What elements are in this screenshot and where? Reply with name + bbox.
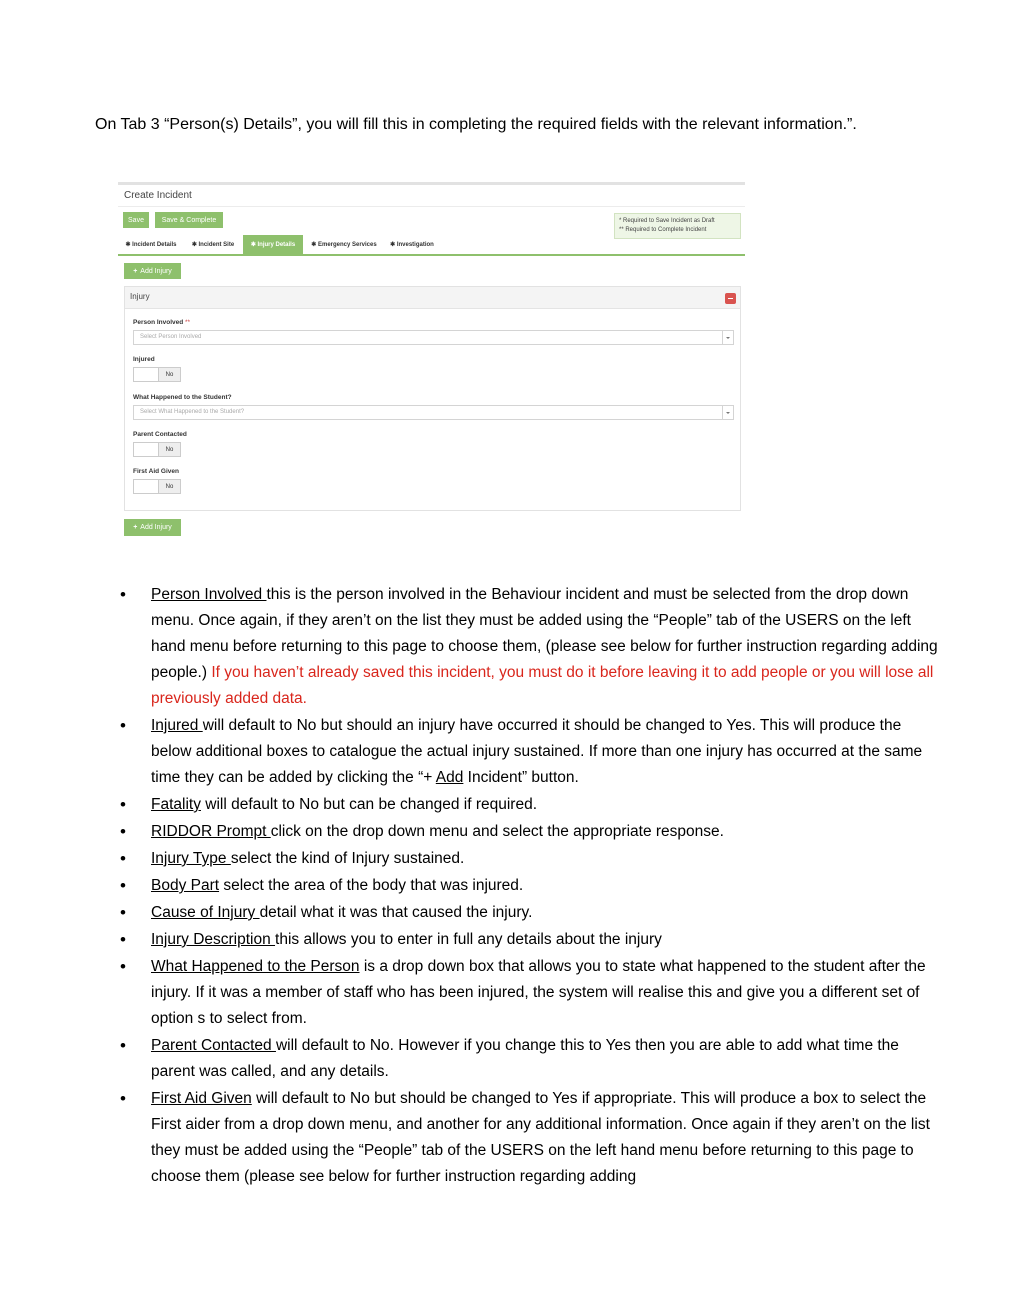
- toggle-knob: [134, 480, 159, 493]
- instructions-list: [120, 582, 940, 1191]
- tab-incident-site[interactable]: ✱ Incident Site: [191, 242, 235, 248]
- term-first-aid: First Aid Given: [151, 1090, 252, 1107]
- injured-value: No: [159, 368, 180, 381]
- list-item: [120, 927, 940, 953]
- term-riddor: RIDDOR Prompt: [151, 823, 271, 840]
- injury-panel-header: [125, 287, 740, 309]
- what-happened-placeholder: Select What Happened to the Student?: [140, 409, 245, 415]
- list-item: [120, 792, 940, 818]
- parent-contacted-label: Parent Contacted: [133, 431, 187, 438]
- desc-riddor: click on the drop down menu and select the appropriate response.: [270, 823, 724, 840]
- add-word: Add: [435, 769, 464, 786]
- warning-text: If you haven’t already saved this incident, you must do it before leaving it to add people or you will lose all previously added data.: [151, 664, 934, 707]
- term-cause: Cause of Injury: [151, 904, 260, 921]
- create-incident-screenshot: [118, 182, 745, 540]
- parent-contacted-value: No: [159, 443, 180, 456]
- tab-incident-details[interactable]: ✱ Incident Details: [125, 242, 177, 248]
- first-aid-value: No: [159, 480, 180, 493]
- term-body-part: Body Part: [151, 877, 220, 894]
- add-injury-button-top[interactable]: [124, 263, 181, 279]
- heading-divider: [118, 206, 745, 207]
- desc-injured-a: will default to No but should an injury have occurred it should be changed to Yes. This will produce the below additional boxes to catalogue the actual injury sustained. If more than one injury has occurred at the same time they can be added by clicking the “+: [151, 717, 923, 786]
- screenshot-heading: Create Incident: [124, 190, 192, 201]
- add-injury-label: Add Injury: [140, 524, 172, 531]
- term-injury-type: Injury Type: [151, 850, 231, 867]
- chevron-down-icon: [722, 406, 733, 419]
- save-button[interactable]: Save: [123, 212, 149, 228]
- desc-what-happened: is a drop down box that allows you to state what happened to the student after the injury. If it was a member of staff who has been injured, the system will realise this and give you a different set of option s to select from.: [151, 958, 926, 1027]
- legend-complete: ** Required to Complete Incident: [619, 227, 707, 233]
- person-involved-select[interactable]: [133, 330, 734, 345]
- tab-emergency-services[interactable]: ✱ Emergency Services: [311, 242, 377, 248]
- first-aid-label: First Aid Given: [133, 468, 179, 475]
- desc-cause: detail what it was that caused the injury.: [259, 904, 533, 921]
- toggle-knob: [134, 443, 159, 456]
- desc-fatality: will default to No but can be changed if required.: [200, 796, 538, 813]
- add-injury-label: Add Injury: [140, 267, 172, 275]
- first-aid-toggle[interactable]: [133, 479, 181, 494]
- person-involved-placeholder: Select Person Involved: [140, 334, 202, 340]
- list-item: [120, 1033, 940, 1085]
- desc-first-aid: will default to No but should be changed to Yes if appropriate. This will produce a box to select the First aider from a drop down menu, and another for any additional information. Once again if they aren’t on the list they must be added using the “People” tab of the USERS on the left hand menu before returning to this page to choose them (please see below for further instruction regarding adding: [151, 1090, 930, 1185]
- term-parent-contacted: Parent Contacted: [151, 1037, 276, 1054]
- list-item: [120, 900, 940, 926]
- desc-body-part: select the area of the body that was injured.: [219, 877, 524, 894]
- desc-person-involved: this is the person involved in the Behaviour incident and must be selected from the drop down menu. Once again, if they aren’t on the list they must be added using the “People” tab of the USERS on the left hand menu before returning to this page to choose them, (please see below for further instruction regarding adding people.): [151, 586, 938, 681]
- injured-label: Injured: [133, 356, 155, 363]
- toggle-knob: [134, 368, 159, 381]
- tab-injury-details[interactable]: ✱ Injury Details: [243, 235, 303, 254]
- required-marker: **: [185, 319, 191, 326]
- desc-injured-b: Incident” button.: [463, 769, 579, 786]
- term-person-involved: Person Involved: [151, 586, 267, 603]
- person-involved-label-text: Person Involved: [133, 319, 184, 326]
- save-complete-button[interactable]: Save & Complete: [155, 212, 223, 228]
- term-fatality: Fatality: [151, 796, 201, 813]
- desc-parent-contacted: will default to No. However if you change this to Yes then you are able to add what time the parent was called, and any details.: [151, 1037, 899, 1080]
- injury-panel: [124, 286, 741, 511]
- person-involved-label: [133, 319, 190, 326]
- list-item: [120, 819, 940, 845]
- chevron-down-icon: [722, 331, 733, 344]
- list-item: [120, 873, 940, 899]
- screenshot-top-bar: [118, 182, 745, 185]
- remove-injury-button[interactable]: [725, 293, 736, 304]
- incident-tabs: [118, 235, 745, 256]
- list-item: [120, 954, 940, 1032]
- term-injured: Injured: [151, 717, 203, 734]
- intro-paragraph: On Tab 3 “Person(s) Details”, you will fill this in completing the required fields with the relevant information.”.: [95, 116, 857, 133]
- what-happened-select[interactable]: [133, 405, 734, 420]
- parent-contacted-toggle[interactable]: [133, 442, 181, 457]
- injured-toggle[interactable]: [133, 367, 181, 382]
- what-happened-label: What Happened to the Student?: [133, 394, 232, 401]
- list-item: [120, 1086, 940, 1190]
- desc-injury-type: select the kind of Injury sustained.: [230, 850, 465, 867]
- add-injury-button-bottom[interactable]: [124, 519, 181, 536]
- plus-icon: +: [133, 524, 138, 531]
- tab-investigation[interactable]: ✱ Investigation: [390, 242, 434, 248]
- list-item: [120, 582, 940, 712]
- injury-panel-title: Injury: [130, 292, 150, 301]
- plus-icon: +: [133, 267, 138, 275]
- list-item: [120, 713, 940, 791]
- list-item: [120, 846, 940, 872]
- term-injury-description: Injury Description: [151, 931, 276, 948]
- legend-draft: * Required to Save Incident as Draft: [619, 218, 715, 224]
- term-what-happened: What Happened to the Person: [151, 958, 360, 975]
- desc-injury-description: this allows you to enter in full any details about the injury: [275, 931, 662, 948]
